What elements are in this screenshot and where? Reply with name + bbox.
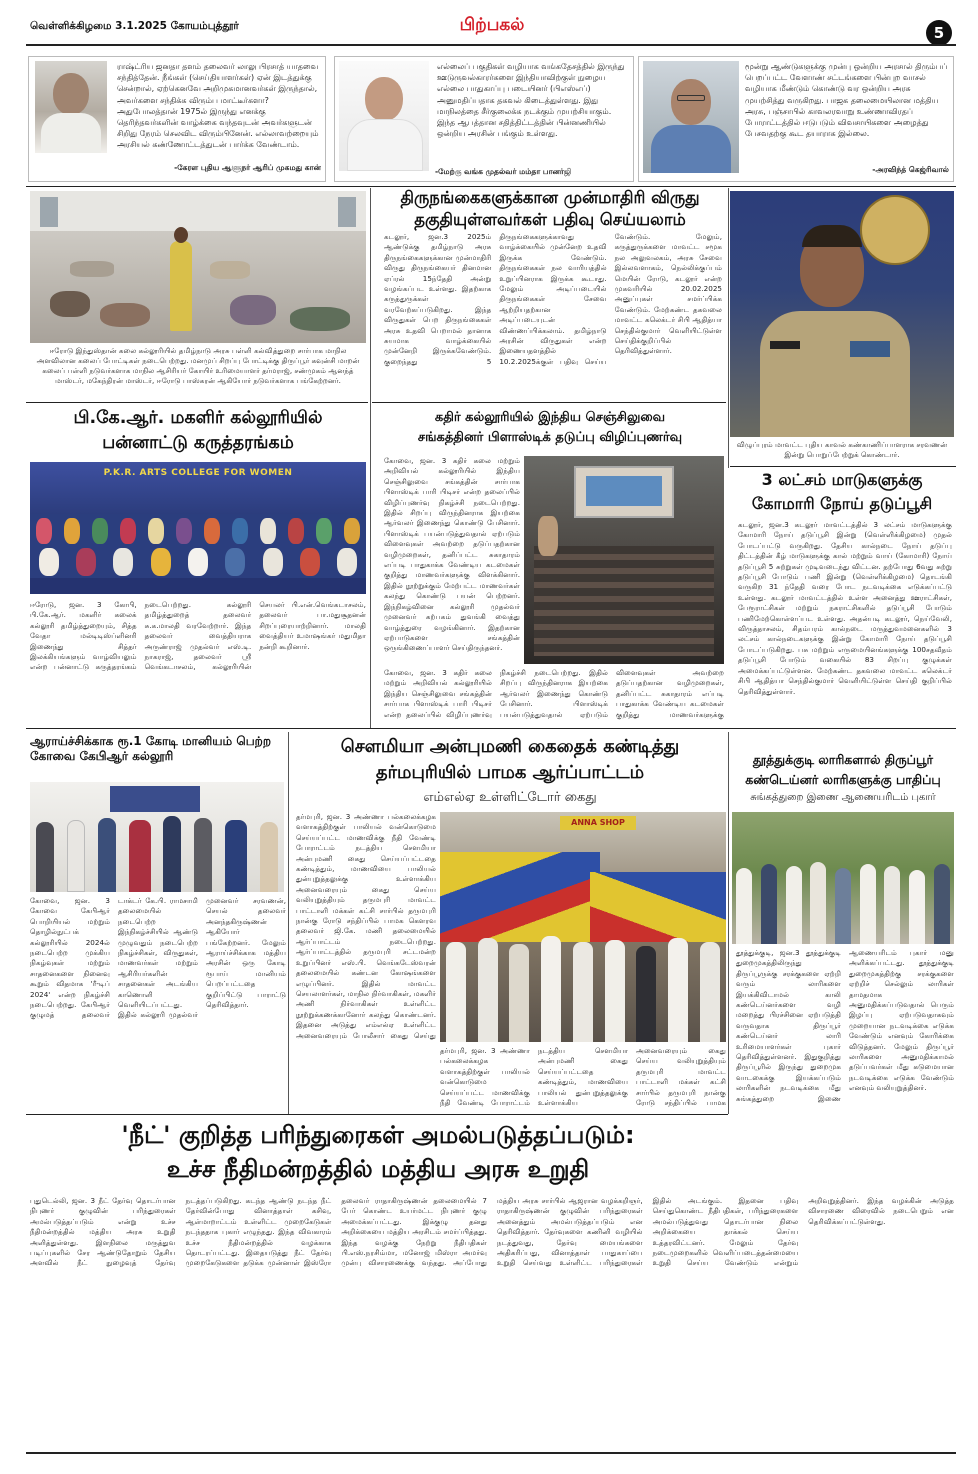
section-rule (26, 728, 956, 729)
quote-box-2 (334, 56, 634, 182)
headline-lorry-line2: கண்டெய்னர் லாரிகளுக்கு பாதிப்பு (745, 772, 941, 787)
quote-box-1 (28, 56, 326, 182)
headline-pmk-line2: தர்மபுரியில் பாமக ஆர்ப்பாட்டம் (375, 762, 645, 783)
story-body-neet: புதுடெல்லி, ஜன. 3 நீட் தேர்வு தொடர்பான நிபுணர் குழுவின் பரிந்துரைகள் அமல்படுத்தப்படும் என்று உச்ச நீதிமன்றத்தில் மத்திய அரசு உறுதி அளித்துள்ளது. இளநிலை மருத்துவ படிப்புகளில் சேர ஆண்டுதோறும் தேசிய அளவில் நீட் நுழைவுத் தேர்வு நடத்தப்படுகிறது. கடந்த ஆண்டு நடந்த நீட் தேர்வின்போது வினாத்தாள் கசிவு, ஆள்மாறாட்டம் உள்ளிட்ட முறைகேடுகள் நடந்ததாக புகார் எழுந்தது. இந்த விவகாரம் உச்ச நீதிமன்றத்தில் வழக்காக தொடரப்பட்டது. இதையடுத்து நீட் தேர்வு முறைகேடுகளை தடுக்க முன்னாள் இஸ்ரோ தலைவர் ராதாகிருஷ்ணன் தலைமையில் 7 பேர் கொண்ட உயர்மட்ட நிபுணர் குழு அமைக்கப்பட்டது. இக்குழு தனது அறிக்கையை மத்திய அரசிடம் சமர்ப்பித்தது. இந்த வழக்கு நேற்று நீதிபதிகள் பி.எஸ்.நரசிம்மா, மனோஜ் மிஸ்ரா அமர்வு முன்பு விசாரணைக்கு வந்தது. அப்போது மத்திய அரசு சார்பில் ஆஜரான வழக்கறிஞர், ராதாகிருஷ்ணன் குழுவின் பரிந்துரைகள் அனைத்தும் அமல்படுத்தப்படும் என தெரிவித்தார். தேர்வுகளை கணினி வழியில் நடத்துவது, தேர்வு மையங்களை அதிகரிப்பது, வினாத்தாள் பாதுகாப்பை உறுதி செய்வது உள்ளிட்ட பரிந்துரைகள் இதில் அடங்கும். இதனை பதிவு செய்துகொண்ட நீதிபதிகள், பரிந்துரைகளை அமல்படுத்துவது தொடர்பான நிலை அறிக்கையை தாக்கல் செய்ய உத்தரவிட்டனர். மேலும் தேர்வு நடைமுறைகளில் வெளிப்படைத்தன்மையை உறுதி செய்ய வேண்டும் என்றும் அறிவுறுத்தினர். இந்த வழக்கின் அடுத்த விசாரணை விரைவில் நடைபெறும் என தெரிவிக்கப்பட்டுள்ளது. (30, 1196, 954, 1268)
quote-text: மூன்று ஆண்டுகளுக்கு முன்பு ஒன்றிய அரசால் திரும்பப் பெறப்பட்ட வேளாண் சட்டங்களை பின்புற வாசல் வழியாக மீண்டும் கொண்டு வர ஒன்றிய அரசு முயற்சித்து வருகிறது. பாஜக தலைமையிலான மத்திய அரசு, பஞ்சாபில் காவலரவாறு உண்ணாவிரதப் போராட்டத்தில் ஈடுபடும் விவசாயிகளை அழைத்து பேசவதற்கு கூட தயாராக இல்லை. (745, 62, 948, 139)
shop-sign: ANNA SHOP (560, 816, 636, 830)
date-line: வெள்ளிக்கிழமை 3.1.2025 கோயம்புத்தூர் (30, 20, 239, 32)
quote-signature: -அரவிந்த் கெஜ்ரிவால் (872, 165, 949, 174)
headline-kathir-line2: சங்கத்தினர் பிளாஸ்டிக் தடுப்பு விழிப்புணர்வு (417, 430, 683, 445)
story-photo-seminar-group (30, 462, 366, 594)
headline-award-line1: திருநங்கைகளுக்கான முன்மாதிரி விருது (400, 188, 700, 207)
story-body-kpr: கோவை, ஜன. 3 கோவை கேபிஆர் பொறியியல் மற்றும் தொழில்நுட்பக் கல்லூரியில் 2024ல் நடைபெற்ற முக்கிய நிகழ்வுகள் மற்றும் சாதனைகளை நினைவு கூறும் விதமாக 'ரீ-டிப் 2024' என்ற நிகழ்ச்சி நடைபெற்றது. கேபிஆர் குழுமத் தலைவர் டாக்டர் கே.பி. ராமசாமி தலைமையில் நடைபெற்ற இந்நிகழ்ச்சியில் ஆண்டு முழுவதும் நடைபெற்ற நிகழ்ச்சிகள், விருதுகள், மாணவர்கள் மற்றும் ஆசிரியர்களின் சாதனைகள் அடங்கிய காணொளி வெளியிடப்பட்டது. இதில் கல்லூரி முதல்வர் முனைவர் சரவணன், செயல் தலைவர் அனந்தகிருஷ்ணன் ஆகியோர் பங்கேற்றனர். மேலும் ஆராய்ச்சிக்காக மத்திய அரசின் ஒரு கோடி ரூபாய் மானியம் பெறப்பட்டதை குறிப்பிட்டு பாராட்டு தெரிவித்தார். (30, 896, 286, 1020)
subhead-lorry: சுங்கத்துறை இணை ஆணையரிடம் புகார் (750, 792, 936, 803)
story-body-cattle: கடலூர், ஜன.3 கடலூர் மாவட்டத்தில் 3 லட்சம் மாடுகளுக்கு கோமாரி நோய் தடுப்பூசி இன்று (வெள்ளிக்கிழமை) முதல் போடப்பட்டு வருகிறது. தேசிய கால்நடை நோய் தடுப்பு திட்டத்தின் கீழ் மாடுகளுக்கு கால் மற்றும் வாய் (கோமாரி) நோய் தடுப்பூசி 5 சுற்றுகள் முடிவடைந்து விட்டன. தற்போது 6வது சுற்று தடுப்பூசி போடும் பணி இன்று (வெள்ளிக்கிழமை) தொடங்கி வருகிற 31 ந்தேதி வரை போட நடவடிக்கை எடுக்கப்பட்டு உள்ளது. கடலூர் மாவட்டத்தில் உள்ள அனைத்து ஊராட்சிகள், பேரூராட்சிகள் மற்றும் நகராட்சிகளில் தடுப்பூசி போடும் பணிமேற்கொள்ளப்பட உள்ளது. அதன்படி கடலூர், நெய்வேலி, விருத்தாசலம், சிதம்பரம் கால்நடை மருத்துவமனைகளில் 3 லட்சம் கால்நடைகளுக்கு இன்று கோமாரி நோய் தடுப்பூசி போடப்படுகிறது. பசு மற்றும் எருமையினங்களுக்கு 100சதவீதம் தடுப்பூசி போடும் வகையில் 83 சிறப்பு குழுக்கள் அமைக்கப்பட்டுள்ளன. மேற்கண்ட தகவலை மாவட்ட கலெக்டர் சிபி ஆதித்யா செந்தில்குமார் வெளியிட்டுள்ள செய்தி குறிப்பில் தெரிவித்துள்ளார். (738, 520, 952, 696)
section-rule (730, 466, 956, 467)
section-rule (26, 1114, 728, 1115)
section-rule (26, 402, 368, 403)
headline-kpr-grant: ஆராய்ச்சிக்காக ரூ.1 கோடி மானியம் பெற்ற கோவை கேபிஆர் கல்லூரி (30, 734, 271, 763)
story-photo-auditorium (524, 456, 724, 664)
portrait-photo (339, 61, 429, 171)
portrait-photo (35, 61, 107, 153)
story-body-pmk: தர்மபுரி, ஜன. 3 அண்ணா பல்கலைக்கழக வளாகத்திற்குள் பாலியல் வன்கொடுமை செய்யப்பட்ட மாணவிக்கு நீதி வேண்டி போராட்டம் நடத்திய சௌமியா அன்புமணி கைது செய்யப்பட்டதை கண்டித்தும், மாணவியை பாலியல் துன்புறுத்தலுக்கு உள்ளாக்கிய அனைவரையும் கைது செய்ய வலியுறுத்தியும் தருமபுரி மாவட்ட பாட்டாளி மக்கள் கட்சி சார்பில் தருமபுரி நான்கு ரோடு சந்திப்பில் பாமக (440, 1046, 726, 1108)
quote-signature: -கேரள புதிய ஆளுநர் ஆரிப் முகமது கான் (174, 163, 321, 172)
headline-neet-line2: உச்ச நீதிமன்றத்தில் மத்திய அரசு உறுதி (166, 1155, 590, 1183)
story-body-kathir: கோவை, ஜன. 3 கதிர் கலை மற்றும் அறிவியல் கல்லூரியில் இந்திய செஞ்சிலுவை சங்கத்தின் சார்பாக பிளாஸ்டிக் பாரி பிடிசர் என்ற தலைப்பில் விழிப்புணர்வு நிகழ்ச்சி நடைபெற்றது. இதில் சிறப்பு விருந்தினராக இயற்கை ஆர்வலர் இணைந்து கொண்டு பேசினார். பிளாஸ்டிக் பயன்படுத்துவதால் ஏற்படும் விளைவுகள் அவற்றை தடுப்பதற்கான வழிமுறைகள், தனிப்பட்ட சுகாதாரம் எப்படி பாதுகாக்க வேண்டிய கடமைகள் குறித்து மாணவர்களுக்கு (384, 668, 724, 719)
story-photo-art-competition (30, 191, 366, 343)
quote-text: எல்லைப் பகுதிகள் வழியாக வங்கதேசத்தில் இருந்து ஊடுருவல்காரர்களை இந்தியாவிற்குள் நுழைய எல்லை பாதுகாப்பு படையினர் (பிஎஸ்எப்) அனுமதிப்பதாக தகவல் கிடைத்துள்ளது. இது மாநிலத்தை சீர்குலைக்க நடக்கும் முயற்சியாகும். இந்த ஆபத்தான சதித்திட்டத்தின் பின்னணியில் ஒன்றிய அரசின் பங்கும் உள்ளது. (437, 62, 625, 139)
column-rule (370, 188, 371, 728)
headline-pkr-line2: பன்னாட்டு கருத்தரங்கம் (102, 433, 294, 453)
column-rule (728, 732, 729, 1114)
column-rule (728, 188, 729, 468)
story-body-pmk-col1: தர்மபுரி, ஜன. 3 அண்ணா பல்கலைக்கழக வளாகத்திற்குள் பாலியல் வன்கொடுமை செய்யப்பட்ட மாணவிக்கு நீதி வேண்டி போராட்டம் நடத்திய சௌமியா அன்புமணி கைது செய்யப்பட்டதை கண்டித்தும், மாணவியை பாலியல் துன்புறுத்தலுக்கு உள்ளாக்கிய அனைவரையும் கைது செய்ய வலியுறுத்தியும் தருமபுரி மாவட்ட பாட்டாளி மக்கள் கட்சி சார்பில் தருமபுரி நான்கு ரோடு சந்திப்பில் பாமக கௌரவ தலைவர் ஜி.கே. மணி தலைமையில் ஆர்ப்பாட்டம் நடைபெற்றது. ஆர்ப்பாட்டத்தில் தருமபுரி சட்டமன்ற உறுப்பினர் எஸ்.பி. வெங்கடேஸ்வரன் தலைமையில் கண்டன கோஷங்களை எழுப்பினர். இதில் மாவட்ட செயலாளர்கள், மாநில நிர்வாகிகள், மகளிர் அணி நிர்வாகிகள் உள்ளிட்ட நூற்றுக்கணக்கானோர் கலந்து கொண்டனர். இதனை அடுத்து எம்எல்ஏ உள்ளிட்ட அனைவரையும் போலீசார் கைது செய்து (296, 812, 436, 1040)
story-body-pkr: ஈரோடு, ஜன. 3 கோபி, பி.கே.ஆர். மகளிர் கலைக் கல்லூரி தமிழ்த்துறையும், சித்த வேதா மல்டிடிஸ்ப்ளினரி இணைந்து சித்தர் இலக்கியங்களும் வாழ்வியலும் என்ற பன்னாட்டு கருத்தரங்கம் நடைபெற்றது. கல்லூரி தமிழ்த்துறைத் தலைவர் சு.க.மாலதி வரவேற்றார். இந்த தலைவர் வைத்தியராக அருண்ராஜ் முதல்வர் எஸ்.டி. நாகராஜ், தலைவர் ஸ்ரீ வெங்கடாசலம், கல்லூரியின் செயலர் பி.என்.வெங்கடாசலம், தலைவர் பா.மதுசூதனன் சிறப்புரையாற்றினார். மாலதி வைத்தியர் உமாஷங்கர் மதுமிதா நன்றி கூறினார். (30, 600, 366, 672)
story-photo-caption: விழுப்புரம் மாவட்ட புதிய காவல் கண்காணிப்பாளராக சரவணன் இன்று பொறுப்பேற்றுக் கொண்டார். (736, 440, 948, 459)
headline-pkr-line1: பி.கே.ஆர். மகளிர் கல்லூரியில் (73, 408, 323, 428)
story-body-lorry: தூத்துக்குடி, ஜன.3 தூத்துக்குடி துறைமுகத்திலிருந்து திருப்பூருக்கு சரக்குகளை ஏற்றி வரும் லாரிகளை இயக்கிவிடாமல் காலி கண்டெய்னர்களை வழி மறைத்து பிரச்சினை ஏற்படுத்தி வருவதாக திருப்பூர் கண்டெய்னர் லாரி உரிமையாளர்கள் புகார் தெரிவித்துள்ளனர். இதுகுறித்து திருப்பூரில் இருந்து துறைமுக வாடகைக்கு இயக்கப்படும் லாரிகளின் நடவடிக்கை மீது சுங்கத்துறை இணை ஆணையரிடம் புகார் மனு அளிக்கப்பட்டது. தூத்துக்குடி துறைமுகத்திற்கு சரக்குகளை ஏற்றிச் செல்லும் லாரிகள் தாமதமாக அனுமதிக்கப்படுவதால் பெரும் இழப்பு ஏற்படுவதாகவும் முறையான நடவடிக்கை எடுக்க வேண்டும் எனவும் கோரிக்கை விடுத்தனர். மேலும் திருப்பூர் லாரிகளை அனுமதிக்காமல் தடுப்பவர்கள் மீது கடுமையான நடவடிக்கை எடுக்க வேண்டும் எனவும் வலியுறுத்தினர். (736, 948, 954, 1103)
headline-neet-line1: 'நீட்' குறித்த பரிந்துரைகள் அமல்படுத்தப்படும்: (121, 1121, 635, 1149)
headline-lorry-line1: தூத்துக்குடி லாரிகளால் திருப்பூர் (752, 752, 934, 767)
page-number: 5 (926, 20, 952, 46)
headline-pmk-line1: சௌமியா அன்புமணி கைதைக் கண்டித்து (340, 736, 680, 757)
header-rule (26, 44, 956, 46)
story-photo-caption: ஈரோடு இந்துஸ்தான் கலை கல்லூரியில் தமிழ்நாடு அரசு பள்ளி கல்வித்துறை சார்பாக மாநில அளவிலான கலைப் போட்டிகள் நடைபெற்றது. மனமுப் சிறப்பு போட்டிக்கு திருப்பூர் கவுன்சி மாறன் கலைப் பள்ளி நடுவர்களாக மாநில ஆசிரியர் கோயிர் உரிமையாளர் தர்மராஜ், சண்முகம் ஆனந்த் மாஸ்டர், மகேந்திரன் மாஸ்டர், ஈரோடு பாஸ்கரன் ஆகியோர் நடுவர்களாக பங்கேற்றனர். (36, 346, 360, 385)
footer-rule (26, 1452, 956, 1454)
section-rule (372, 402, 726, 403)
column-rule (288, 732, 289, 1114)
story-body-kathir-col1: கோவை, ஜன. 3 கதிர் கலை மற்றும் அறிவியல் கல்லூரியில் இந்திய செஞ்சிலுவை சங்கத்தின் சார்பாக பிளாஸ்டிக் பாரி பிடிசர் என்ற தலைப்பில் விழிப்புணர்வு நிகழ்ச்சி நடைபெற்றது. இதில் சிறப்பு விருந்தினராக இயற்கை ஆர்வலர் இணைந்து கொண்டு பேசினார். பிளாஸ்டிக் பயன்படுத்துவதால் ஏற்படும் விளைவுகள் அவற்றை தடுப்பதற்கான வழிமுறைகள், தனிப்பட்ட சுகாதாரம் எப்படி பாதுகாக்க வேண்டிய கடமைகள் குறித்து மாணவர்களுக்கு விளக்கினார். இதில் நூற்றுக்கும் மேற்பட்ட மாணவர்கள் கலந்து கொண்டு பயன் பெற்றனர். இந்நிகழ்வினை கல்லூரி முதல்வர் முனைவர் கற்பகம் துவங்கி வைத்து வாழ்த்துரை வழங்கினார். இதற்கான ஏற்பாடுகளை சங்கத்தின் ஒருங்கிணைப்பாளர் செய்திருந்தனர். (384, 456, 520, 653)
section-rule (26, 186, 956, 187)
quote-text: ராஷ்ட்ரிய ஜனதா தளம் தலைவர் லாலு பிரசாத் யாதவை சந்தித்தேன். நீங்கள் (செய்தியாளர்கள்) ஏன் இடத்துக்கு சென்றால், ஏற்கெனவே அறிமுகமானவர்கள் இருந்தால், அவர்களை சந்திக்க விரும்ப மாட்டீர்களா? அதுபோலத்தான் 1975ல் இருந்து எனக்கு தெரிந்தவர்களின் வாழ்க்கை வந்தவுடன் அவர்களுடன் சிறிது நேரம் செலவிட விரும்பினேன். எல்லாவற்றையும் அரசியல் கண்ணோட்டத்துடன் பார்க்க வேண்டாம். (117, 62, 319, 150)
story-photo-police-officer (730, 191, 954, 437)
quote-box-3 (638, 56, 954, 182)
headline-kathir-line1: கதிர் கல்லூரியில் இந்திய செஞ்சிலுவை (434, 410, 666, 425)
headline-award-line2: தகுதியுள்ளவர்கள் பதிவு செய்யலாம் (414, 210, 686, 229)
story-body-award: கடலூர், ஜன.3 2025ம் ஆண்டுக்கு தமிழ்நாடு அரசு திருநங்கைகளுக்கான முன்மாதிரி விருது திருநங்கையர் தினமான ஏப்ரல் 15ந்தேதி அன்று வழங்கப்பட உள்ளது. இதற்காக கருத்துருக்கள் வரவேற்கப்படுகிறது. இந்த விருதுகள் பெற திருநங்கைகள் அரசு உதவி பெறாமல் தானாக சுயமாக வாழ்க்கையில் முன்னேறி இருக்கவேண்டும். குறைந்தது 5 திருநங்கைகளுக்காவது வாழ்க்கையில் முன்னேற உதவி இருக்க வேண்டும். திருநங்கைகள் நல வாரியத்தில் உறுப்பினராக இருக்க கூடாது. மேலும் அடிப்படையில் திருநங்கைகள் சேவை ஆற்றியதற்கான அடிப்படையுடன் விண்ணப்பிக்கலாம். தமிழ்நாடு அரசின் விருதுகள் என்ற இணையதளத்தில் 10.2.2025க்குள் பதிவு செய்ய வேண்டும். மேலும், கருத்துருக்களை மாவட்ட சமூக நல அலுவலகம், அரசு சேவை இல்லவளாகம், நெல்லிக்குப்பம் மெயின் ரோடு, கடலூர் என்ற முகவரியில் 20.02.2025 அனுப்புகள் சமர்ப்பிக்க வேண்டும். மேற்கண்ட தகவலை மாவட்ட கலெக்டர் சிபி ஆதித்யா செந்தில்குமார் வெளியிட்டுள்ள செய்திக்குறிப்பில் தெரிவித்துள்ளார். (384, 232, 722, 366)
story-photo-pmk-protest (440, 812, 726, 1042)
headline-cattle-line2: கோமாரி நோய் தடுப்பூசி (751, 494, 933, 513)
headline-cattle-line1: 3 லட்சம் மாடுகளுக்கு (761, 470, 923, 489)
story-photo-kpr-event (30, 782, 284, 892)
banner-text: P.K.R. ARTS COLLEGE FOR WOMEN (103, 468, 293, 478)
subhead-pmk: எம்எல்ஏ உள்ளிட்டோர் கைது (423, 790, 597, 805)
story-photo-lorry-owners (732, 812, 954, 944)
portrait-photo (643, 61, 739, 173)
quote-signature: -மேற்கு வங்க முதல்வர் மம்தா பானர்ஜி (435, 167, 572, 176)
masthead: பிற்பகல் (459, 15, 525, 35)
